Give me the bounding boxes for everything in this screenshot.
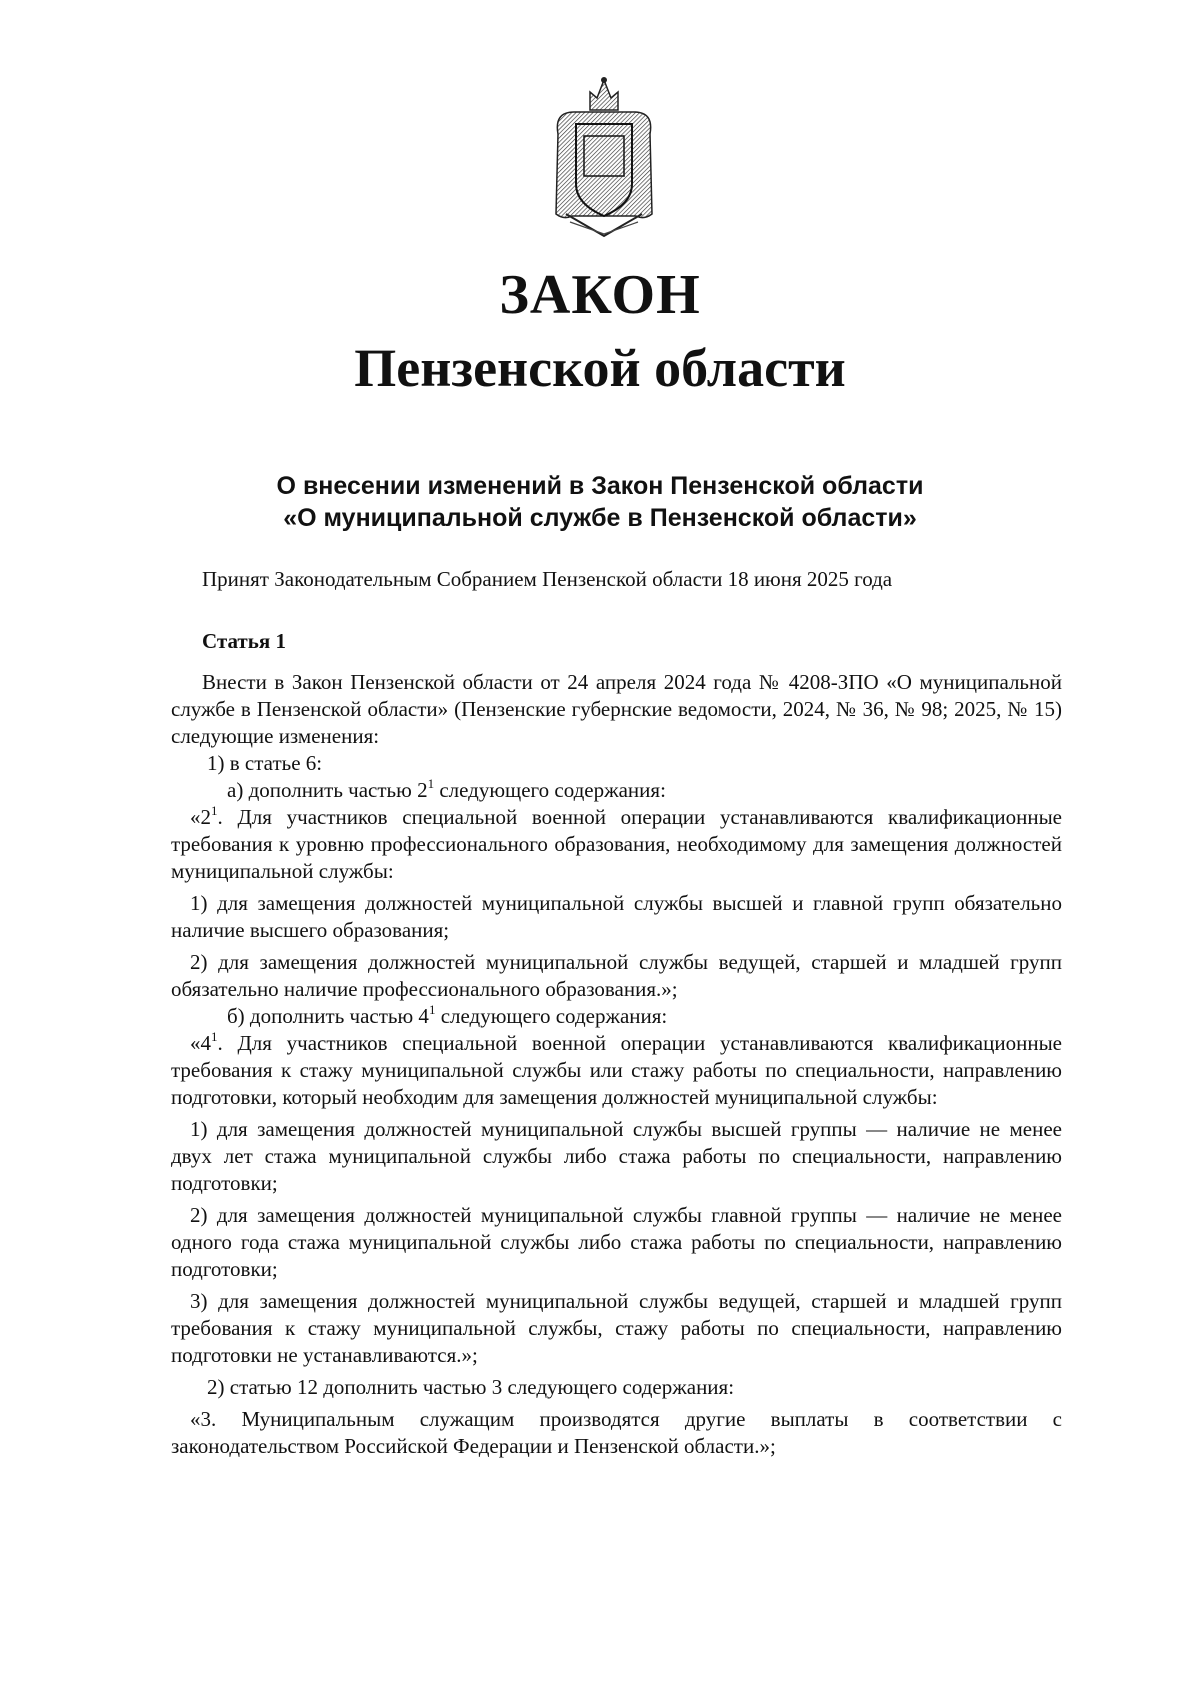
article-intro: Внести в Закон Пензенской области от 24 апреля 2024 года № 4208-ЗПО «О муниципальной службе в Пензенской области» (Пензенские губернские ведомости, 2024, № 36, № 98; 2025, № 15) следующие изменения:: [171, 670, 1062, 748]
article-title: Статья 1: [202, 629, 286, 653]
subitem-b: б) дополнить частью $4^1$ следующего содержания:: [227, 1002, 668, 1028]
part-4-1-item-3: 3) для замещения должностей муниципальной службы ведущей, старшей и младшей групп требования к стажу муниципальной службы, стажу работы по специальности, направлению подготовки не устанавливаются.»;: [171, 1289, 1062, 1367]
subitem-a: а) дополнить частью $2^1$ следующего содержания:: [227, 776, 666, 802]
item-2: 2) статью 12 дополнить частью 3 следующего содержания:: [207, 1375, 735, 1399]
region-title: Пензенской области: [354, 338, 846, 398]
part-2-1: «$2^1$. Для участников специальной военной операции устанавливаются квалификационные требования к уровню профессионального образования, необходимому для замещения должностей муниципальной службы:: [171, 803, 1062, 883]
part-4-1-item-2: 2) для замещения должностей муниципальной службы главной группы — наличие не менее одного года стажа муниципальной службы либо стажа работы по специальности, направлению подготовки;: [171, 1203, 1062, 1281]
coat-of-arms-emblem: [540, 76, 668, 238]
part-2-1-item-1: 1) для замещения должностей муниципальной службы высшей и главной групп обязательно наличие высшего образования;: [171, 891, 1062, 942]
item-1: 1) в статье 6:: [207, 751, 323, 775]
part-3: «3. Муниципальным служащим производятся другие выплаты в соответствии с законодательством Российской Федерации и Пензенской области.»;: [171, 1407, 1062, 1458]
law-heading: [0, 470, 1200, 534]
heading-line-2: «О муниципальной службе в Пензенской области»: [283, 504, 917, 532]
article-body: [171, 669, 1062, 1460]
adoption-note: Принят Законодательным Собранием Пензенской области 18 июня 2025 года: [202, 567, 893, 591]
heading-line-1: О внесении изменений в Закон Пензенской области: [276, 472, 924, 500]
part-4-1: «$4^1$. Для участников специальной военной операции устанавливаются квалификационные требования к стажу муниципальной службы или стажу работы по специальности, направлению подготовки, который необходим для замещения должностей муниципальной службы:: [171, 1029, 1062, 1109]
law-title: ЗАКОН: [499, 264, 701, 326]
part-4-1-item-1: 1) для замещения должностей муниципальной службы высшей группы — наличие не менее двух лет стажа муниципальной службы либо стажа работы по специальности, направлению подготовки;: [171, 1117, 1062, 1195]
part-2-1-item-2: 2) для замещения должностей муниципальной службы ведущей, старшей и младшей групп обязательно наличие профессионального образования.»;: [171, 950, 1062, 1001]
